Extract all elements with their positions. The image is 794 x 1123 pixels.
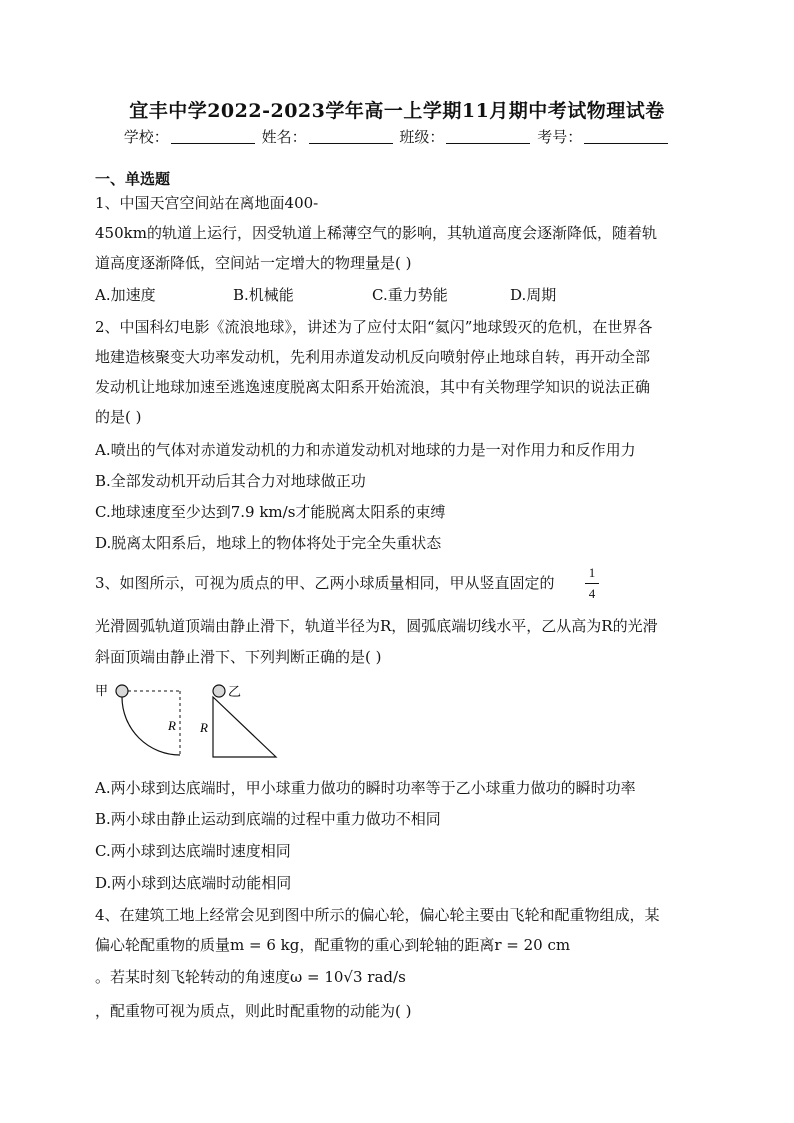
q1-line-1: 1、中国天宫空间站在离地面400- <box>95 194 319 212</box>
fraction-bar <box>585 583 599 584</box>
class-blank[interactable] <box>446 129 530 144</box>
q1-line-3: 道高度逐渐降低，空间站一定增大的物理量是( ) <box>95 254 412 272</box>
exam-title: 宜丰中学2022-2023学年高一上学期11月期中考试物理试卷 <box>129 100 665 122</box>
q2-line-2: 地建造核聚变大功率发动机，先利用赤道发动机反向喷射停止地球自转，再开动全部 <box>95 348 651 366</box>
class-label: 班级： <box>399 128 445 146</box>
name-blank[interactable] <box>309 129 393 144</box>
q1-option-a[interactable]: A.加速度 <box>95 286 156 304</box>
q2-line-1: 2、中国科幻电影《流浪地球》，讲述为了应付太阳“氦闪”地球毁灭的危机，在世界各 <box>95 318 653 336</box>
student-info-row <box>0 126 794 147</box>
ball-jia-icon <box>116 685 128 697</box>
label-r-incline: R <box>200 720 208 735</box>
q3-line-2: 光滑圆弧轨道顶端由静止滑下，轨道半径为R，圆弧底端切线水平，乙从高为R的光滑 <box>95 617 658 635</box>
q1-line-2: 450km的轨道上运行，因受轨道上稀薄空气的影响，其轨道高度会逐渐降低，随着轨 <box>95 224 657 242</box>
q1-option-b[interactable]: B.机械能 <box>233 286 294 304</box>
q2-option-c[interactable]: C.地球速度至少达到7.9 km/s才能脱离太阳系的束缚 <box>95 503 446 521</box>
q3-line-1: 3、如图所示，可视为质点的甲、乙两小球质量相同，甲从竖直固定的 <box>95 574 555 592</box>
number-blank[interactable] <box>584 129 668 144</box>
label-r-arc: R <box>168 718 176 733</box>
q4-line-4: ，配重物可视为质点，则此时配重物的动能为( ) <box>95 1002 412 1020</box>
quarter-fraction <box>585 565 599 602</box>
name-label: 姓名： <box>261 128 307 146</box>
q4-line-3: 。若某时刻飞轮转动的角速度ω = 10√3 rad/s <box>95 968 406 986</box>
q3-option-a[interactable]: A.两小球到达底端时，甲小球重力做功的瞬时功率等于乙小球重力做功的瞬时功率 <box>95 779 636 797</box>
label-yi: 乙 <box>228 685 242 700</box>
q4-line-2: 偏心轮配重物的质量m = 6 kg，配重物的重心到轮轴的距离r = 20 cm <box>95 936 571 954</box>
fraction-denominator: 4 <box>588 586 596 601</box>
q3-figure <box>95 680 285 762</box>
q2-line-4: 的是( ) <box>95 408 142 426</box>
school-label: 学校： <box>123 128 169 146</box>
q3-option-d[interactable]: D.两小球到达底端时动能相同 <box>95 874 292 892</box>
q3-option-b[interactable]: B.两小球由静止运动到底端的过程中重力做功不相同 <box>95 810 441 828</box>
q2-line-3: 发动机让地球加速至逃逸速度脱离太阳系开始流浪，其中有关物理学知识的说法正确 <box>95 378 651 396</box>
incline-triangle <box>213 697 276 757</box>
section-heading: 一、单选题 <box>95 170 171 188</box>
q2-option-b[interactable]: B.全部发动机开动后其合力对地球做正功 <box>95 472 366 490</box>
q1-option-d[interactable]: D.周期 <box>510 286 557 304</box>
label-jia: 甲 <box>95 684 109 699</box>
fraction-numerator: 1 <box>588 565 596 580</box>
q2-option-a[interactable]: A.喷出的气体对赤道发动机的力和赤道发动机对地球的力是一对作用力和反作用力 <box>95 441 636 459</box>
q1-option-c[interactable]: C.重力势能 <box>372 286 448 304</box>
q3-option-c[interactable]: C.两小球到达底端时速度相同 <box>95 842 291 860</box>
number-label: 考号： <box>537 128 583 146</box>
q3-line-3: 斜面顶端由静止滑下、下列判断正确的是( ) <box>95 648 382 666</box>
q4-line-1: 4、在建筑工地上经常会见到图中所示的偏心轮，偏心轮主要由飞轮和配重物组成，某 <box>95 906 660 924</box>
q2-option-d[interactable]: D.脱离太阳系后，地球上的物体将处于完全失重状态 <box>95 534 442 552</box>
school-blank[interactable] <box>171 129 255 144</box>
ball-yi-icon <box>213 685 225 697</box>
